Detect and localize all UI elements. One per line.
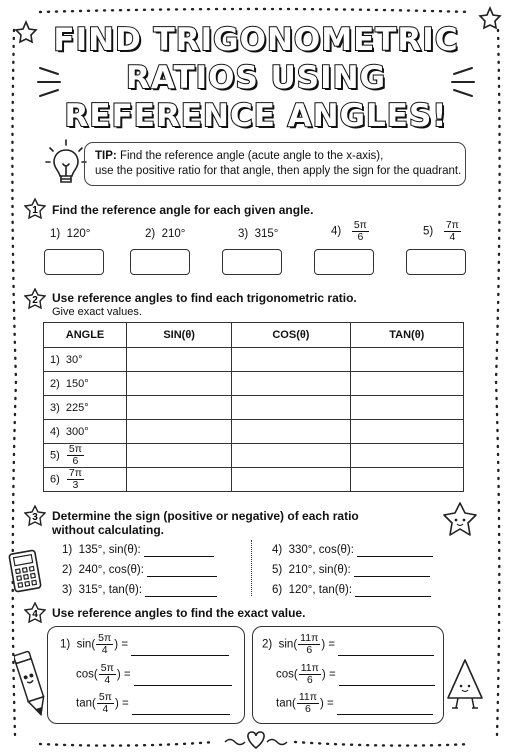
page-title-line3: REFERENCE ANGLES! <box>64 98 448 134</box>
table-row <box>44 348 464 372</box>
calculator-icon <box>6 548 46 598</box>
answer-line[interactable] <box>339 685 435 686</box>
answer-line[interactable] <box>337 714 433 715</box>
answer-box-3[interactable] <box>222 249 282 275</box>
page-title-line2: RATIOS USING <box>125 60 387 96</box>
answer-line[interactable] <box>147 576 217 577</box>
column-header-tan: TAN(θ) <box>350 323 463 348</box>
section-number: 2 <box>32 295 38 306</box>
tan-answer-cell[interactable] <box>350 372 463 396</box>
tip-line1: Find the reference angle (acute angle to the x-axis), <box>119 150 384 162</box>
answer-line[interactable] <box>355 596 431 597</box>
tan-answer-cell[interactable] <box>350 396 463 420</box>
exact-value-row: 2) sin( $\frac{11\pi}{6}$ ) = <box>262 633 434 656</box>
cos-answer-cell[interactable] <box>232 444 350 468</box>
sin-answer-cell[interactable] <box>127 396 232 420</box>
sign-question-5: 5) 210°, sin(θ): <box>272 563 430 577</box>
table-row <box>44 444 464 468</box>
section-number-badge-4 <box>24 602 46 624</box>
section2-subtitle: Give exact values. <box>52 306 142 318</box>
table-row <box>44 372 464 396</box>
tan-answer-cell[interactable] <box>350 444 463 468</box>
section-number: 4 <box>32 609 38 620</box>
section3-title-line1: Determine the sign (positive or negative) of each ratio <box>52 509 359 523</box>
cos-answer-cell[interactable] <box>232 468 350 492</box>
section3-title-line2: without calculating. <box>52 523 165 537</box>
pencil-character-icon <box>14 648 48 720</box>
section2-title: Use reference angles to find each trigonometric ratio. <box>52 291 357 305</box>
tan-answer-cell[interactable] <box>350 348 463 372</box>
cos-answer-cell[interactable] <box>232 396 350 420</box>
ref-angle-item-4: 4) $\frac{5\pi}{6}$ <box>331 219 367 243</box>
answer-line[interactable] <box>132 714 230 715</box>
squiggle-decoration <box>267 740 287 745</box>
section-number-badge-2 <box>24 288 46 310</box>
angle-cell: 5) $\frac{5\pi}{6}$ <box>44 444 127 468</box>
answer-box-4[interactable] <box>314 249 374 275</box>
squiggle-decoration <box>225 740 245 745</box>
answer-line[interactable] <box>354 576 430 577</box>
exact-value-row: cos( $\frac{5\pi}{4}$ ) = <box>76 663 232 686</box>
section1-title: Find the reference angle for each given angle. <box>52 203 314 217</box>
heart-icon <box>248 732 264 748</box>
exact-value-row: cos( $\frac{11\pi}{6}$ ) = <box>276 663 435 686</box>
lightbulb-icon <box>44 138 88 190</box>
sin-answer-cell[interactable] <box>127 468 232 492</box>
sign-question-1: 1) 135°, sin(θ): <box>62 543 214 557</box>
column-divider <box>251 540 252 596</box>
angle-cell: 6) $\frac{7\pi}{3}$ <box>44 468 127 492</box>
page-title-line1: FIND TRIGONOMETRIC <box>53 22 459 58</box>
table-row <box>44 468 464 492</box>
angle-cell: 2) 150° <box>44 372 127 396</box>
cos-answer-cell[interactable] <box>232 372 350 396</box>
tip-box <box>84 142 466 186</box>
answer-line[interactable] <box>145 596 217 597</box>
smiling-star-icon <box>438 500 482 540</box>
sin-answer-cell[interactable] <box>127 420 232 444</box>
column-header-cos: COS(θ) <box>232 323 350 348</box>
ratio-table <box>43 322 464 492</box>
answer-line[interactable] <box>131 655 229 656</box>
sin-answer-cell[interactable] <box>127 444 232 468</box>
sin-answer-cell[interactable] <box>127 348 232 372</box>
section-number-badge-3 <box>24 505 46 527</box>
answer-line[interactable] <box>357 556 433 557</box>
ref-angle-item-3: 3) 315° <box>238 228 279 240</box>
column-header-sin: SIN(θ) <box>127 323 232 348</box>
section4-title: Use reference angles to find the exact value. <box>52 606 306 620</box>
angle-cell: 3) 225° <box>44 396 127 420</box>
exact-value-row: tan( $\frac{5\pi}{4}$ ) = <box>76 692 230 715</box>
cos-answer-cell[interactable] <box>232 420 350 444</box>
table-row <box>44 420 464 444</box>
answer-line[interactable] <box>144 556 214 557</box>
section-number: 1 <box>32 205 38 216</box>
answer-box-2[interactable] <box>130 249 190 275</box>
table-row <box>44 396 464 420</box>
answer-box-5[interactable] <box>406 249 466 275</box>
exact-value-row: 1) sin( $\frac{5\pi}{4}$ ) = <box>60 633 229 656</box>
ref-angle-item-5: 5) $\frac{7\pi}{4}$ <box>423 219 459 243</box>
sign-question-2: 2) 240°, cos(θ): <box>62 563 217 577</box>
section-number-badge-1 <box>24 198 46 220</box>
sign-question-3: 3) 315°, tan(θ): <box>62 583 217 597</box>
sign-question-6: 6) 120°, tan(θ): <box>272 583 431 597</box>
tip-line2: use the positive ratio for that angle, then apply the sign for the quadrant. <box>95 165 462 177</box>
tip-label: TIP: <box>95 150 117 162</box>
tan-answer-cell[interactable] <box>350 468 463 492</box>
answer-line[interactable] <box>134 685 232 686</box>
sin-answer-cell[interactable] <box>127 372 232 396</box>
section-number: 3 <box>32 512 38 523</box>
column-header-angle: ANGLE <box>44 323 127 348</box>
tan-answer-cell[interactable] <box>350 420 463 444</box>
table-header-row <box>44 323 464 348</box>
answer-box-1[interactable] <box>44 249 104 275</box>
triangle-character-icon <box>444 656 486 714</box>
cos-answer-cell[interactable] <box>232 348 350 372</box>
sign-question-4: 4) 330°, cos(θ): <box>272 543 433 557</box>
angle-cell: 4) 300° <box>44 420 127 444</box>
exact-value-row: tan( $\frac{11\pi}{6}$ ) = <box>276 692 433 715</box>
angle-cell: 1) 30° <box>44 348 127 372</box>
ref-angle-item-1: 1) 120° <box>50 228 91 240</box>
answer-line[interactable] <box>338 655 434 656</box>
ref-angle-item-2: 2) 210° <box>145 228 186 240</box>
